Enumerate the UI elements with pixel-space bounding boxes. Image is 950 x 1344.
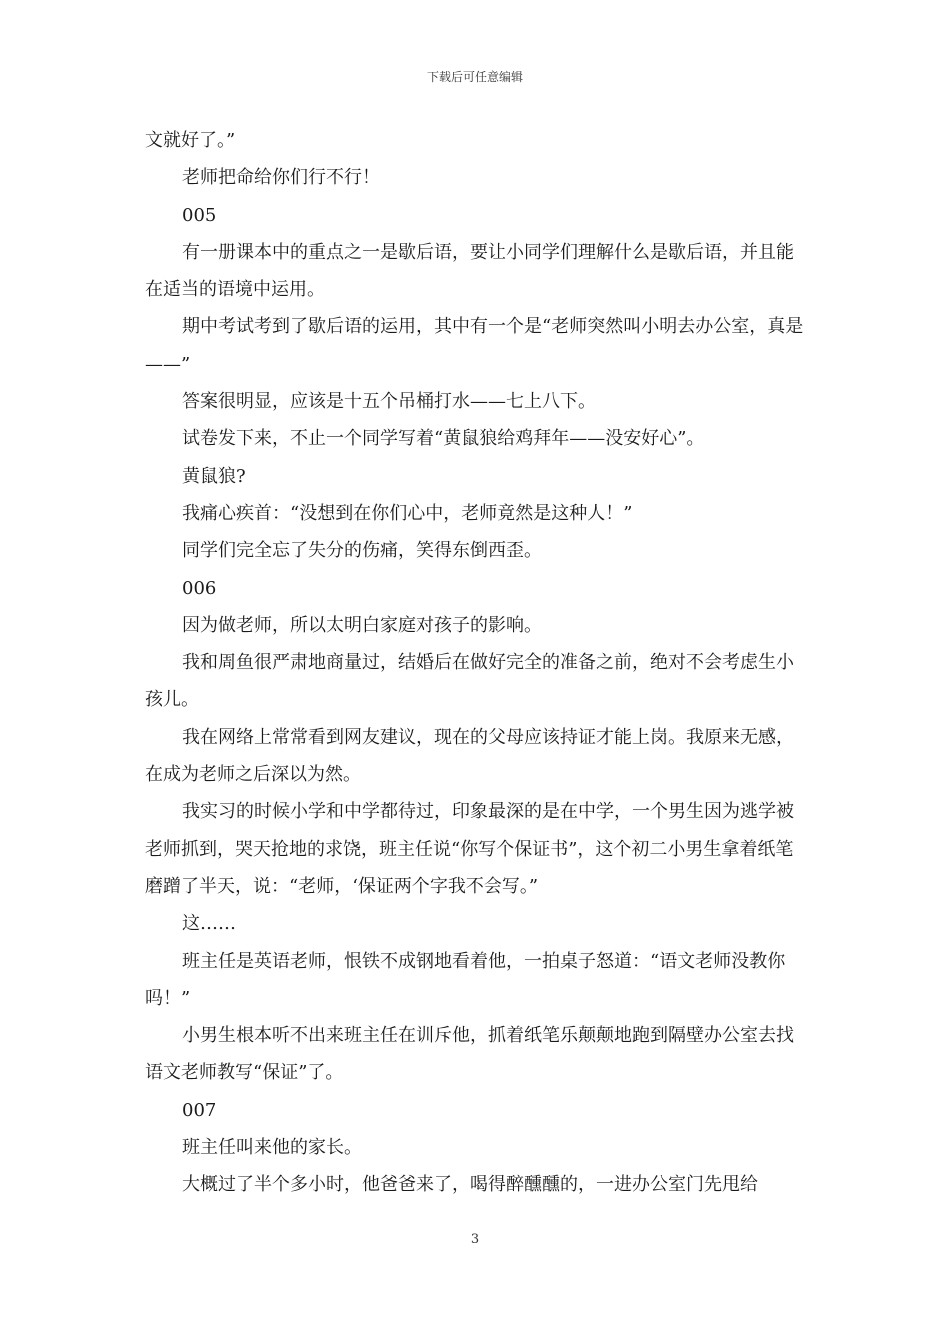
paragraph: 同学们完全忘了失分的伤痛，笑得东倒西歪。 [182,540,542,562]
paragraph: 因为做老师，所以太明白家庭对孩子的影响。 [182,614,542,636]
paragraph: 我在网络上常常看到网友建议，现在的父母应该持证才能上岗。我原来无感，在成为老师之后深以为然。 [145,726,794,786]
paragraph: 黄鼠狼? [182,465,246,487]
paragraph: 答案很明显，应该是十五个吊桶打水——七上八下。 [182,391,596,413]
paragraph: 有一册课本中的重点之一是歇后语，要让小同学们理解什么是歇后语，并且能在适当的语境中运用。 [145,241,794,301]
paragraph: 文就好了。” [145,130,236,151]
paragraph: 我和周鱼很严肃地商量过，结婚后在做好完全的准备之前，绝对不会考虑生小孩儿。 [145,652,794,711]
paragraph: 老师把命给你们行不行！ [182,167,380,189]
document-body [145,122,810,1204]
page-header: 下载后可任意编辑 [426,70,523,84]
paragraph: 小男生根本听不出来班主任在训斥他，抓着纸笔乐颠颠地跑到隔壁办公室去找语文老师教写“保证”了。 [145,1025,794,1084]
paragraph: 我实习的时候小学和中学都待过，印象最深的是在中学，一个男生因为逃学被老师抓到，哭天抢地的求饶，班主任说“你写个保证书”，这个初二小男生拿着纸笔磨蹭了半天，说：“老师，‘保证两个字我不会写。” [145,801,794,897]
paragraph: 大概过了半个多小时，他爸爸来了，喝得醉醺醺的，一进办公室门先甩给 [182,1174,758,1196]
paragraph: 班主任叫来他的家长。 [182,1137,362,1159]
section-number: 007 [182,1099,217,1121]
paragraph: 班主任是英语老师，恨铁不成钢地看着他，一拍桌子怒道：“语文老师没教你吗！” [145,950,786,1009]
paragraph: 我痛心疾首：“没想到在你们心中，老师竟然是这种人！” [182,502,633,524]
paragraph: 试卷发下来，不止一个同学写着“黄鼠狼给鸡拜年——没安好心”。 [182,428,705,450]
section-number: 005 [182,204,217,226]
paragraph: 这…… [182,913,236,935]
page-number: 3 [470,1232,480,1247]
section-number: 006 [182,577,217,599]
paragraph: 期中考试考到了歇后语的运用，其中有一个是“老师突然叫小明去办公室，真是——” [145,316,804,375]
